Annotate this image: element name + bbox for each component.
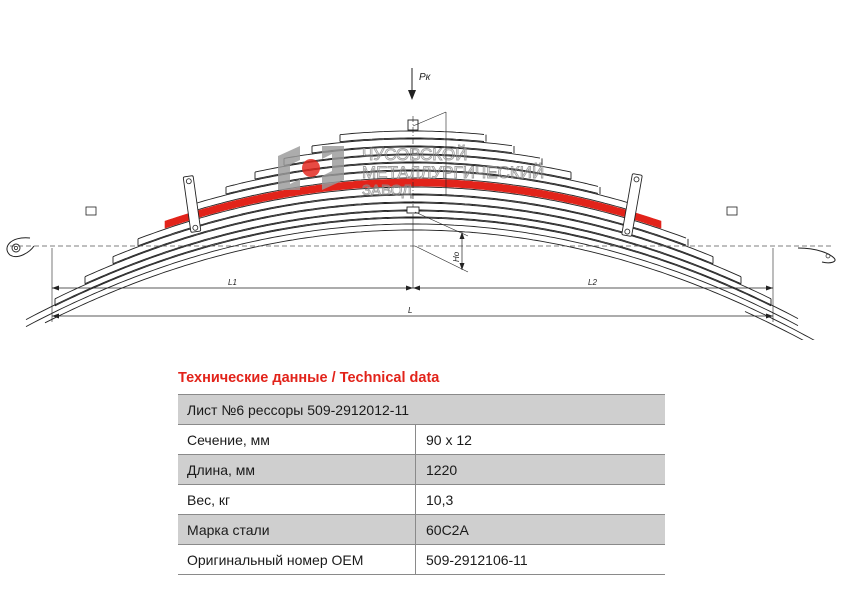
height-dim-arrow (460, 232, 465, 239)
spring-eye (7, 238, 34, 257)
watermark-line1: ЧУСОВСКОЙ (362, 145, 468, 164)
spec-title: Технические данные / Technical data (178, 370, 440, 386)
spec-label: Длина, мм (178, 455, 416, 485)
dim-l1-label: L1 (228, 278, 237, 287)
rivet (86, 207, 96, 215)
spring-leaf (340, 131, 484, 135)
spec-value: 1220 (416, 455, 666, 485)
spec-value: 60С2А (416, 515, 666, 545)
dim-l2-arrow (413, 286, 420, 291)
watermark-line3: ЗАВОД (362, 182, 413, 199)
spec-table (178, 394, 665, 575)
dim-l1-arrow (406, 286, 413, 291)
spring-eye-hole (14, 246, 17, 249)
dim-l-arrow (766, 314, 773, 319)
load-arrow (408, 68, 432, 100)
plant-logo-icon (278, 146, 344, 190)
dim-l2-label: L2 (588, 278, 597, 287)
rivet (727, 207, 737, 215)
dim-l-label: L (408, 306, 413, 315)
dim-l2-arrow (766, 286, 773, 291)
spec-label: Марка стали (178, 515, 416, 545)
table-row (178, 515, 665, 545)
table-row (178, 455, 665, 485)
load-label: Pк (419, 72, 431, 83)
clamp-body (183, 176, 201, 233)
spec-header-row (178, 395, 665, 425)
spring-eye-hole (12, 244, 20, 252)
spec-value: 509-2912106-11 (416, 545, 666, 575)
load-leader (413, 112, 446, 126)
spec-label: Оригинальный номер ОЕМ (178, 545, 416, 575)
spec-value: 10,3 (416, 485, 666, 515)
dim-l1-arrow (52, 286, 59, 291)
spring-eye (798, 248, 835, 263)
spec-label: Сечение, мм (178, 425, 416, 455)
leaf-clamp (622, 174, 643, 237)
spec-label: Вес, кг (178, 485, 416, 515)
clamp-body (622, 174, 643, 237)
height-label: Hо (452, 251, 461, 262)
centre-bolt-nut (407, 207, 419, 213)
table-row (178, 485, 665, 515)
spec-header: Лист №6 рессоры 509-2912012-11 (178, 395, 665, 425)
spring-eye-hole (826, 254, 830, 258)
spec-value: 90 x 12 (416, 425, 666, 455)
main-leaf (45, 230, 833, 340)
height-dim-arrow (460, 263, 465, 270)
leaf-clamp (183, 176, 201, 233)
watermark-line2: МЕТАЛЛУРГИЧЕСКИЙ (362, 163, 545, 182)
table-row (178, 545, 665, 575)
table-row (178, 425, 665, 455)
